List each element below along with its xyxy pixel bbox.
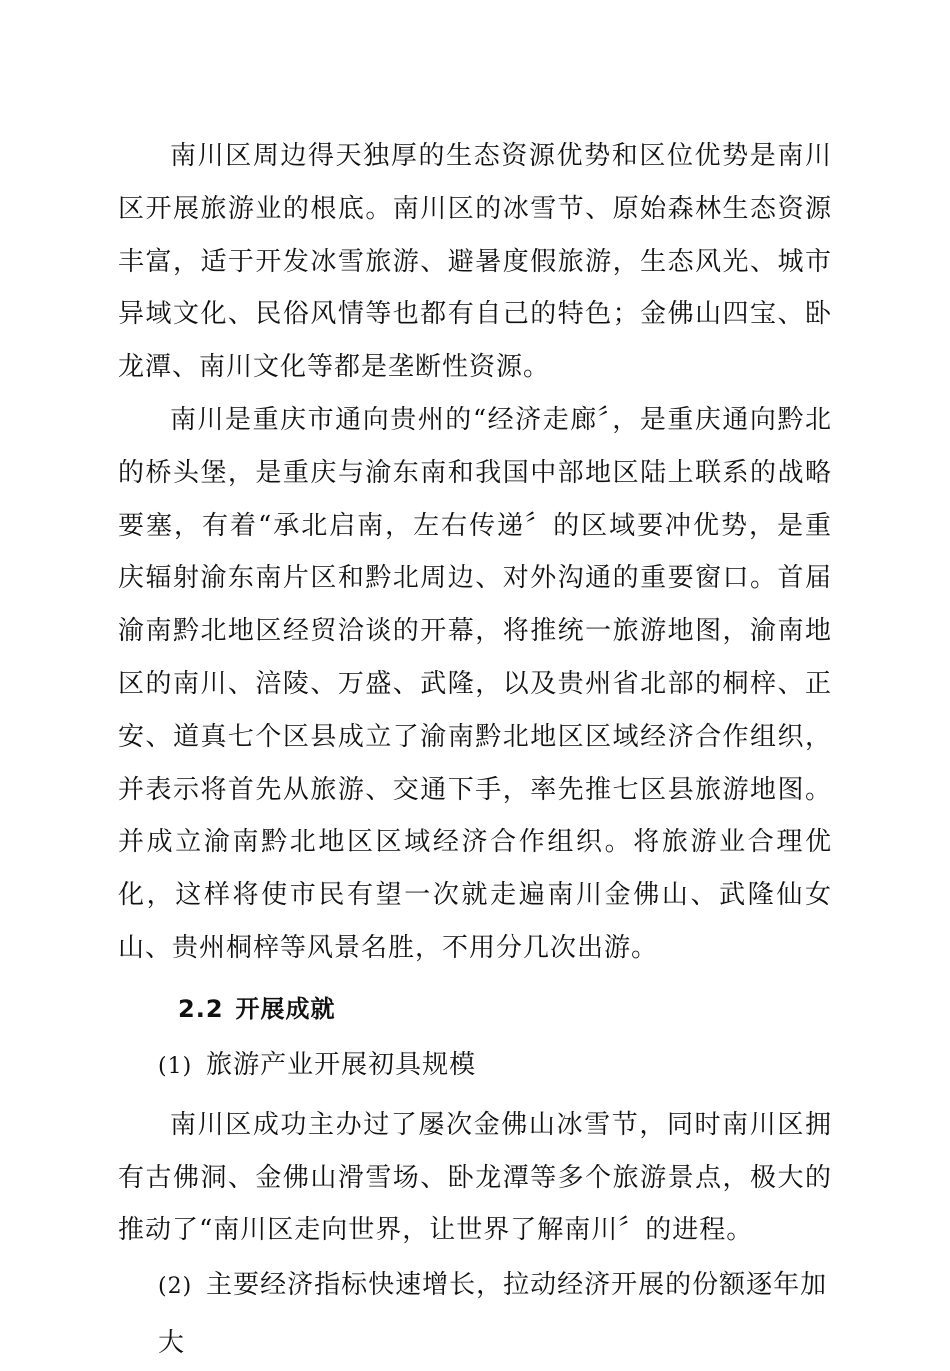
paragraph-ice-festival: 南川区成功主办过了屡次金佛山冰雪节，同时南川区拥有古佛洞、金佛山滑雪场、卧龙潭等多个旅游景点，极大的推动了“南川区走向世界，让世界了解南川〞的进程。 <box>118 1109 832 1246</box>
section-heading <box>118 981 832 1037</box>
paragraph-ecological-advantage: 南川区周边得天独厚的生态资源优势和区位优势是南川区开展旅游业的根底。南川区的冰雪节、原始森林生态资源丰富，适于开发冰雪旅游、避暑度假旅游，生态风光、城市异域文化、民俗风情等也都有自己的特色；金佛山四宝、卧龙潭、南川文化等都是垄断性资源。 <box>118 141 832 383</box>
list-item-economic-growth <box>118 1257 832 1371</box>
document-page <box>118 130 832 1371</box>
list-item-text: 旅游产业开展初具规模 <box>206 1049 477 1080</box>
list-item-tourism-scale <box>118 1037 832 1095</box>
section-number: 2.2 <box>178 994 224 1023</box>
list-item-marker: (2) <box>158 1274 193 1300</box>
list-item-text: 主要经济指标快速增长，拉动经济开展的份额逐年加大 <box>158 1270 828 1359</box>
list-item-marker: (1) <box>158 1053 193 1079</box>
section-title: 开展成就 <box>235 994 336 1023</box>
paragraph-economic-corridor: 南川是重庆市通向贵州的“经济走廊〞，是重庆通向黔北的桥头堡，是重庆与渝东南和我国中部地区陆上联系的战略要塞，有着“承北启南，左右传递〞的区域要冲优势，是重庆辐射渝东南片区和黔北周边、对外沟通的重要窗口。首届渝南黔北地区经贸洽谈的开幕，将推统一旅游地图，渝南地区的南川、涪陵、万盛、武隆，以及贵州省北部的桐梓、正安、道真七个区县成立了渝南黔北地区区域经济合作组织，并表示将首先从旅游、交通下手，率先推七区县旅游地图。并成立渝南黔北地区区域经济合作组织。将旅游业合理优化，这样将使市民有望一次就走遍南川金佛山、武隆仙女山、贵州桐梓等风景名胜，不用分几次出游。 <box>118 404 832 963</box>
